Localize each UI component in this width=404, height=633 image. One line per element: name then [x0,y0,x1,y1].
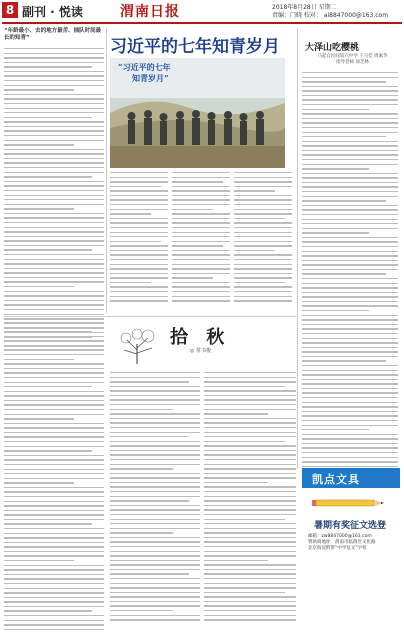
sponsor-ad [302,468,400,596]
left-intro-heading: “年龄最小、去的地方最苦、插队时间最长的知青” [4,28,102,41]
author-line-2: 指导老师 徐芝林 [336,60,369,65]
section-title: 副刊 · 悦读 [22,5,83,19]
ad-email: 邮箱：zw8847000@163.com [308,534,372,539]
brand-logo: 凯点文具 [312,473,360,486]
author-line-1: 马起自民间第六中学 王马佳 周素华 [317,54,388,59]
ad-address: 赞助商地址：渭南市临渭区文化路 [308,540,376,545]
ad-note: 北京海淀附带“中学征文”字样 [308,546,367,551]
ad-info [308,534,396,552]
main-article-body-col1 [110,172,168,305]
tree-illustration [112,326,162,366]
ad-title: 暑期有奖征文选登 [314,521,387,531]
left-article-body [4,48,104,350]
newspaper-logo: 渭南日报 [120,4,180,20]
essay-author: ◎ 常书俊 [190,348,211,354]
main-article-body-col2 [172,172,230,305]
main-article-title: 习近平的七年知青岁月 [110,37,280,57]
photo-caption-line-1: “习近平的七年 [118,62,171,72]
editor-info: 责编：门晓 校对： ai8847000@163.com [272,12,389,19]
right-article-body [302,72,398,521]
issue-date: 2018年8月28日 星期二 [272,4,337,11]
header-rule [2,22,402,24]
ad-logo-banner [302,468,400,488]
page-number: 8 [2,2,18,18]
column-divider [297,28,298,468]
essay-body-col3 [204,372,296,624]
section-divider [4,316,296,317]
essay-body-col1 [4,322,104,633]
right-article-title: 大泽山吃樱桃 [305,43,360,53]
photo-caption-line-2: 知青岁月” [132,73,169,83]
article-photo [110,58,285,168]
column-divider [106,28,107,313]
right-article-author [305,54,400,66]
essay-title: 拾 秋 [170,327,231,348]
main-article-body-col3 [234,172,292,305]
pencil-illustration [312,492,390,514]
essay-body-col2 [110,372,200,624]
